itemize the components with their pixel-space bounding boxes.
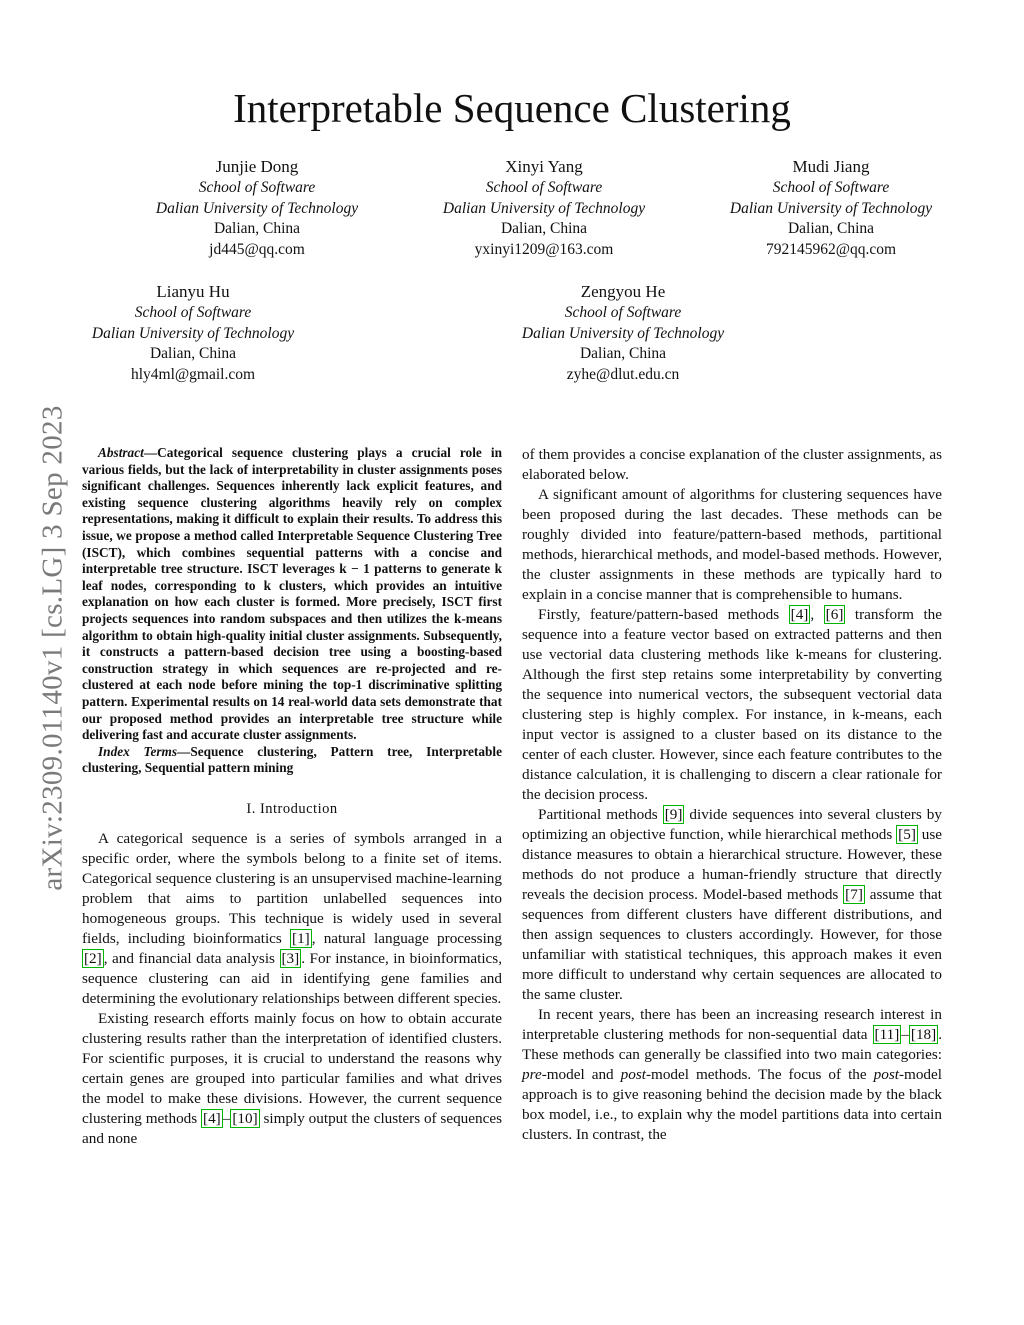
author-name: Mudi Jiang <box>792 157 870 176</box>
author-dept: School of Software <box>485 179 603 196</box>
author-univ: Dalian University of Technology <box>91 324 295 342</box>
paragraph: Partitional methods [9] divide sequences into several clusters by optimizing an objective function, while hierarchical methods [5] use distance measures to obtain a hierarchical structure. However, these methods do not produce a human-friendly structure that directly reveals the decision process. Model-based methods [7] assume that sequences from different clusters have different distributions, and then assign sequences to clusters accordingly. However, for those unfamiliar with statistical techniques, this approach makes it even more difficult to understand why certain sequences are allocated to the same cluster. <box>522 806 943 1003</box>
author-name: Xinyi Yang <box>505 157 583 176</box>
author-email: hly4ml@gmail.com <box>130 365 256 383</box>
abstract-text: —Categorical sequence clustering plays a crucial role in various fields, but the lack of interpretability in cluster assignments poses significant challenges. Sequences inherently lack explicit features, and existing sequence clustering algorithms heavily rely on complex representations, making it difficult to explain their results. To address this issue, we propose a method called Interpretable Sequence Clustering Tree (ISCT), which combines sequential patterns with a concise and interpretable tree structure. ISCT leverages k − 1 patterns to generate k leaf nodes, corresponding to k clusters, which provides an intuitive explanation on how each cluster is formed. More precisely, ISCT first projects sequences into random subspaces and then utilizes the k-means algorithm to obtain high-quality initial cluster assignments. Subsequently, it constructs a pattern-based decision tree using a boosting-based construction strategy in which sequences are re-projected and re-clustered at each node before mining the top-1 discriminative splitting pattern. Experimental results on 14 real-world data sets demonstrate that our proposed method provides an interpretable tree structure while delivering fast and accurate cluster assignments. <box>82 445 502 743</box>
author-name: Lianyu Hu <box>156 282 230 301</box>
citation-link[interactable]: [1] <box>292 929 310 947</box>
author-dept: School of Software <box>198 179 316 196</box>
citation-link[interactable]: [18] <box>910 1026 937 1043</box>
paragraph: A categorical sequence is a series of symbols arranged in a specific order, where the symbols belong to a finite set of items. Categorical sequence clustering is an unsupervised machine-learning problem that aims to partition unlabelled sequences into homogeneous groups. This technique is widely used in several fields, including bioinformatics [1] , natural language processing [2] , and financial data analysis [3] . For instance, in bioinformatics, sequence clustering can aid in identifying gene families and determining the evolutionary relationships between different species. <box>82 829 503 1007</box>
author-email: yxinyi1209@163.com <box>474 240 614 258</box>
citation-link[interactable]: [6] <box>825 606 844 623</box>
author-name: Zengyou He <box>580 282 666 301</box>
right-column <box>522 445 942 1145</box>
citation-link[interactable]: [3] <box>281 949 300 967</box>
author-email: jd445@qq.com <box>209 240 305 258</box>
author-city: Dalian, China <box>149 345 237 362</box>
citation-link[interactable]: [7] <box>845 886 863 903</box>
author-email: zyhe@dlut.edu.cn <box>566 365 680 383</box>
author-block <box>681 156 981 260</box>
paragraph: of them provides a concise explanation of the cluster assignments, as elaborated below. <box>522 446 942 483</box>
author-univ: Dalian University of Technology <box>521 324 725 342</box>
citation-link[interactable]: [11] <box>874 1026 900 1043</box>
author-dept: School of Software <box>134 304 252 321</box>
citation-link[interactable]: [4] <box>790 606 809 623</box>
author-dept: School of Software <box>772 179 890 196</box>
index-terms-label: Index Terms <box>98 743 178 759</box>
citation-link[interactable]: [4] <box>203 1109 221 1127</box>
citation-link[interactable]: [10] <box>232 1109 258 1127</box>
left-column <box>82 445 502 1149</box>
index-terms-text: —Sequence clustering, Pattern tree, Interpretable clustering, Sequential pattern mining <box>82 743 502 776</box>
paragraph: Firstly, feature/pattern-based methods [4] , [6] transform the sequence into a feature vector based on extracted patterns and then use vectorial data clustering methods like k-means for clustering. Although the first step retains some interpretability by converting the sequence into numerical vectors, the subsequent vectorial data clustering step is highly complex. For instance, in k-means, each input vector is assigned to a cluster based on its distance to the center of each cluster. However, since each feature contributes to the distance calculation, it is challenging to discern a clear rationale for the decision process. <box>522 606 942 803</box>
citation-link[interactable]: [2] <box>84 949 102 967</box>
paper-title: Interpretable Sequence Clustering <box>233 85 791 131</box>
author-block <box>107 156 407 260</box>
author-block <box>43 281 343 385</box>
author-block <box>394 156 694 260</box>
section-heading: I. Introduction <box>246 800 338 817</box>
abstract <box>82 445 502 744</box>
author-univ: Dalian University of Technology <box>155 199 359 217</box>
author-city: Dalian, China <box>213 220 301 237</box>
author-name: Junjie Dong <box>215 157 299 176</box>
author-email: 792145962@qq.com <box>765 240 897 258</box>
author-city: Dalian, China <box>579 345 667 362</box>
author-univ: Dalian University of Technology <box>729 199 933 217</box>
arxiv-sidebar-stamp: arXiv:2309.01140v1 [cs.LG] 3 Sep 2023 <box>36 405 69 891</box>
author-city: Dalian, China <box>787 220 875 237</box>
author-block <box>473 281 773 385</box>
citation-link[interactable]: [5] <box>898 826 916 843</box>
author-city: Dalian, China <box>500 220 588 237</box>
author-univ: Dalian University of Technology <box>442 199 646 217</box>
paragraph: In recent years, there has been an increasing research interest in interpretable clustering methods for non-sequential data [11] – [18] . These methods can generally be classified into two main categories: pre-model and post-model methods. The focus of the post-model approach is to give reasoning behind the decision made by the black box model, i.e., to explain why the model partitions data into certain clusters. In contrast, the <box>522 1006 942 1143</box>
author-dept: School of Software <box>564 304 682 321</box>
abstract-label: Abstract <box>98 445 144 460</box>
index-terms <box>82 744 502 777</box>
paragraph: A significant amount of algorithms for clustering sequences have been proposed during the last decades. These methods can be roughly divided into feature/pattern-based methods, partitional methods, hierarchical methods, and model-based methods. However, the cluster assignments in these methods are typically hard to explain in a concise manner that is comprehensible to humans. <box>522 486 942 603</box>
citation-link[interactable]: [9] <box>664 806 683 823</box>
paragraph: Existing research efforts mainly focus on how to obtain accurate clustering results rather than the interpretation of identified clusters. For scientific purposes, it is crucial to understand the reasons why certain genes are grouped into particular families and what drives the model to make these divisions. However, the current sequence clustering methods [4] – [10] simply output the clusters of sequences and none <box>82 1009 502 1147</box>
